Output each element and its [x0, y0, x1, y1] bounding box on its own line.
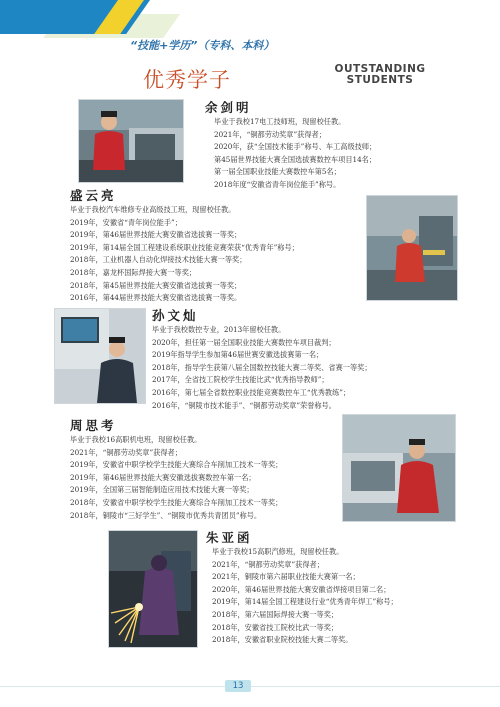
student-name-3: 孙文灿 [152, 308, 199, 323]
student-1-line: 2018年度“安徽省青年岗位能手”称号。 [214, 179, 341, 189]
student-4-line: 2018年，铜陵市“三好学生”、“铜陵市优秀共青团员”称号。 [70, 510, 262, 520]
student-name-2: 盛云亮 [70, 188, 117, 203]
student-lines-2 [70, 204, 299, 305]
student-lines-1 [214, 116, 376, 192]
student-5-line: 2019年，第14届全国工程建设行业“优秀青年焊工”称号； [212, 597, 398, 607]
student-4-line: 2019年，全国第三届智能制造应用技术技能大赛一等奖； [70, 485, 254, 495]
student-3-line: 2019年指导学生参加第46届世赛安徽选拔赛第一名； [152, 350, 324, 360]
student-3-line: 2017年，全省技工院校学生技能比武“优秀指导教师”； [152, 375, 329, 385]
student-2-line: 2016年，第44届世界技能大赛安徽省选拔赛一等奖。 [70, 293, 242, 303]
student-lines-3 [152, 324, 372, 412]
student-4-line: 毕业于我校16高职机电班，现留校任教。 [70, 435, 202, 444]
series-title: “技能+学历”（专科、本科） [130, 39, 275, 52]
student-4-line: 2019年，安徽省中职学校学生技能大赛综合车削加工技术一等奖； [70, 460, 283, 470]
student-photo-3 [54, 308, 146, 404]
student-photo-5 [108, 530, 198, 648]
student-5-line: 2018年，第六届国际焊接大赛一等奖； [212, 609, 339, 619]
student-2-line: 2018年，第45届世界技能大赛安徽省选拔赛一等奖； [70, 280, 242, 290]
student-lines-5 [212, 546, 398, 647]
photo-machinist [343, 415, 455, 521]
student-4-line: 2021年，“铜都劳动奖章”获得者； [70, 447, 182, 457]
student-4-line: 2019年，第46届世界技能大赛安徽选拔赛数控车第一名； [70, 472, 256, 482]
student-photo-4 [342, 414, 456, 522]
student-5-line: 2020年，第46届世界技能大赛安徽省焊接项目第二名； [212, 584, 391, 594]
student-5-line: 2021年，铜陵市第六届职业技能大赛第一名； [212, 572, 360, 582]
student-3-line: 毕业于我校数控专业，2013年留校任教。 [152, 325, 286, 334]
student-photo-1 [78, 99, 184, 183]
student-1-line: 第45届世界技能大赛全国选拔赛数控车项目14名； [214, 154, 377, 164]
student-5-line: 2018年，安徽省职业院校技能大赛二等奖。 [212, 635, 353, 645]
student-2-line: 毕业于我校汽车维修专业高级技工班，现留校任教。 [70, 205, 236, 214]
student-2-line: 2019年，第14届全国工程建设系统职业技能竞赛荣获“优秀青年”称号； [70, 242, 299, 252]
student-photo-2 [366, 195, 458, 301]
section-en-line2: STUDENTS [346, 74, 414, 86]
student-4-line: 2018年，安徽省中职学校学生技能大赛综合车削加工技术一等奖； [70, 497, 283, 507]
student-1-line: 2021年，“铜都劳动奖章”获得者； [214, 129, 326, 139]
student-2-line: 2018年，工业机器人自动化焊接技术技能大赛一等奖； [70, 255, 247, 265]
student-1-line: 第一届全国职业技能大赛数控车第5名； [214, 167, 341, 177]
student-2-line: 2019年，第46届世界技能大赛安徽省选拔赛一等奖； [70, 230, 242, 240]
student-lines-4 [70, 434, 282, 522]
section-en-line1: OUTSTANDING [334, 63, 426, 75]
photo-cnc-operator [55, 309, 145, 403]
student-3-line: 2018年，指导学生获第八届全国数控技能大赛二等奖、省赛一等奖； [152, 362, 372, 372]
student-5-line: 2021年，“铜都劳动奖章”获得者； [212, 559, 324, 569]
student-5-line: 毕业于我校15高职汽修班，现留校任教。 [212, 547, 344, 556]
student-1-line: 毕业于我校17电工技师班，现留校任教。 [214, 117, 346, 126]
section-title-english [325, 64, 435, 86]
page-number: 13 [225, 680, 251, 692]
student-1-line: 2020年，获“全国技术能手”称号、车工高级技师； [214, 142, 377, 152]
student-3-line: 2016年，“铜陵市技术能手”、“铜都劳动奖章”荣誉称号。 [152, 400, 336, 410]
photo-welder-robot [367, 196, 457, 300]
student-3-line: 2016年，第七届全省数控职业技能竞赛数控车工“优秀教练”； [152, 387, 351, 397]
photo-welding-sparks [109, 531, 197, 647]
student-2-line: 2019年，安徽省“青年岗位能手”； [70, 217, 182, 227]
section-title: 优秀学子 [143, 68, 231, 92]
student-name-4: 周思考 [70, 418, 117, 433]
photo-lathe-worker [79, 100, 183, 182]
student-3-line: 2020年，担任第一届全国职业技能大赛数控车项目裁判； [152, 337, 336, 347]
student-5-line: 2018年，安徽省技工院校比武一等奖； [212, 622, 339, 632]
student-2-line: 2018年，嘉龙杯国际焊接大赛一等奖； [70, 267, 197, 277]
student-name-5: 朱亚函 [206, 530, 253, 545]
student-name-1: 余剑明 [205, 100, 252, 115]
